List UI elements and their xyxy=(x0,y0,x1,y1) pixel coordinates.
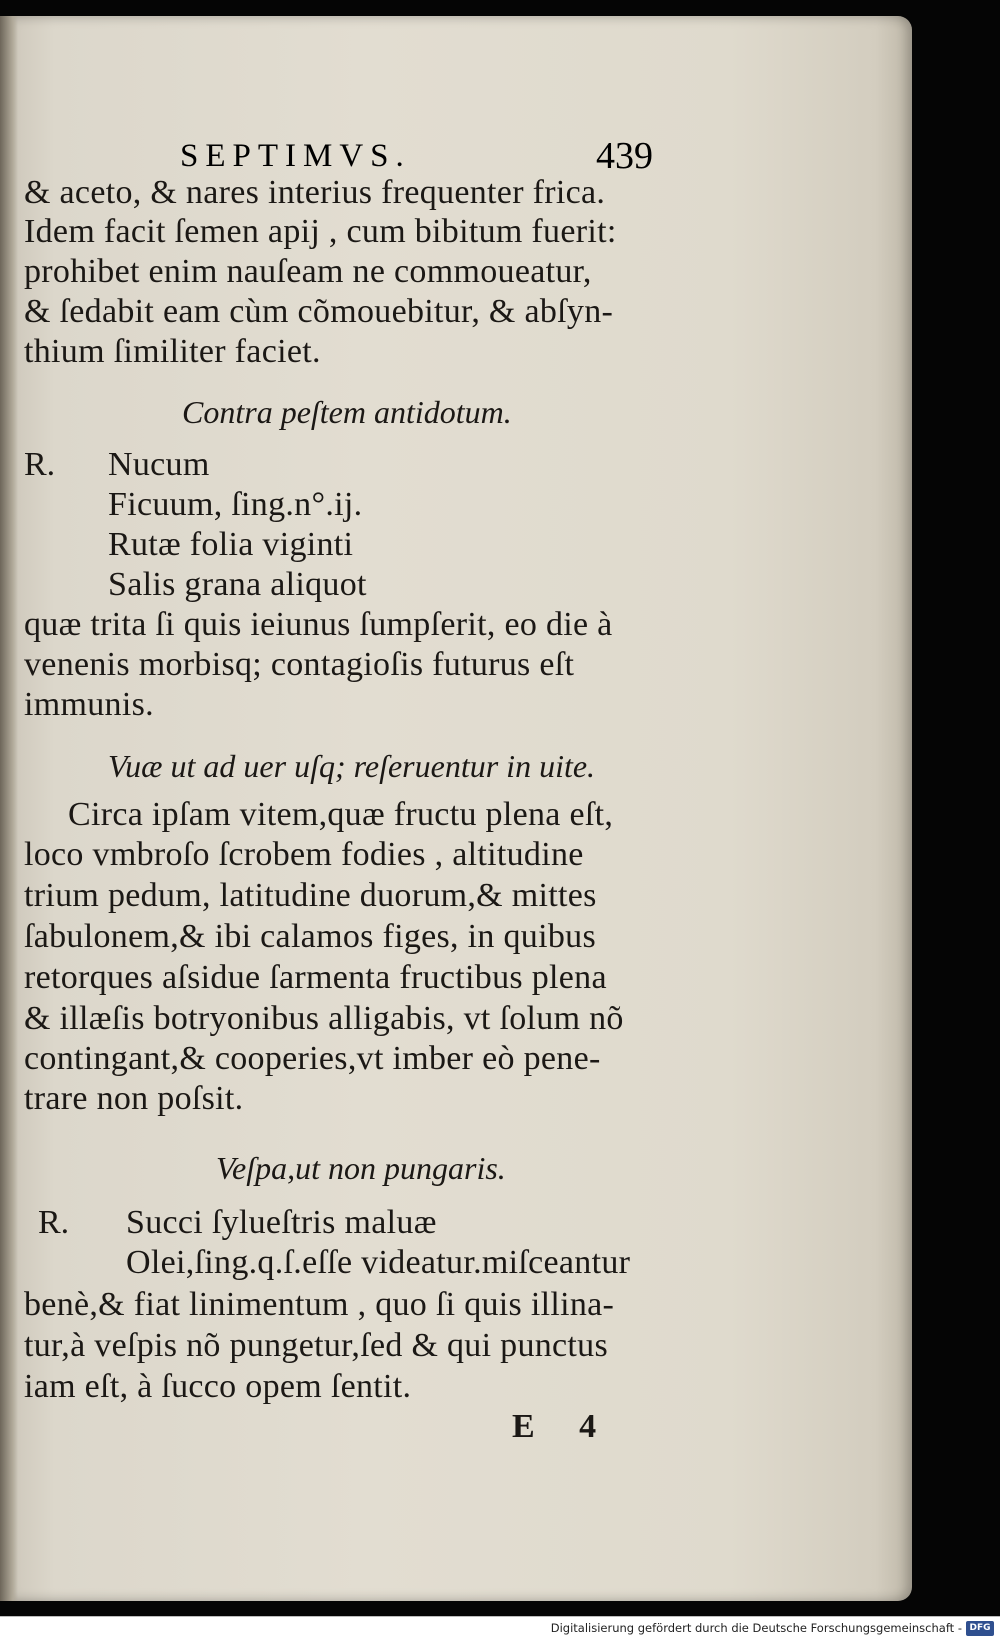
running-head-title: SEPTIMVS. xyxy=(180,138,411,174)
credit-text: Digitalisierung gefördert durch die Deutsche Forschungsgemeinschaft - xyxy=(550,1621,962,1635)
text-line: Idem facit ſemen apij , cum bibitum fuerit: xyxy=(24,213,617,250)
recipe-mark: R. xyxy=(38,1204,70,1241)
section-heading: Vuæ ut ad uer uſq; reſeruentur in uite. xyxy=(108,748,596,784)
section-heading: Veſpa,ut non pungaris. xyxy=(216,1150,506,1186)
text-line: trare non poſsit. xyxy=(24,1080,244,1117)
running-head xyxy=(156,135,676,178)
recipe-item: Rutæ folia viginti xyxy=(108,526,354,563)
recipe-mark: R. xyxy=(24,446,56,483)
text-line: Circa ipſam vitem,quæ fructu plena eſt, xyxy=(68,796,614,833)
dfg-logo: DFG xyxy=(966,1621,994,1636)
text-line: benè,& fiat linimentum , quo ſi quis illina- xyxy=(24,1286,615,1323)
text-line: quæ trita ſi quis ieiunus ſumpſerit, eo die à xyxy=(24,606,613,643)
text-line: contingant,& cooperies,vt imber eò pene- xyxy=(24,1040,601,1077)
page-gutter-shadow xyxy=(0,16,18,1601)
text-line: loco vmbroſo ſcrobem fodies , altitudine xyxy=(24,836,584,873)
recipe-item: Salis grana aliquot xyxy=(108,566,367,603)
credit-bar xyxy=(0,1616,1000,1641)
text-line: tur,à veſpis nõ pungetur,ſed & qui punctus xyxy=(24,1327,609,1364)
recipe-item: Ficuum, ſing.n°.ij. xyxy=(108,486,363,523)
section-heading: Contra peſtem antidotum. xyxy=(182,394,512,430)
text-line: prohibet enim nauſeam ne commoueatur, xyxy=(24,253,592,290)
text-line: iam eſt, à ſucco opem ſentit. xyxy=(24,1368,412,1405)
signature-mark: E 4 xyxy=(512,1408,615,1445)
text-line: Succi ſylueſtris maluæ xyxy=(126,1204,437,1241)
text-line: thium ſimiliter faciet. xyxy=(24,333,321,370)
text-line: & aceto, & nares interius frequenter frica. xyxy=(24,174,606,211)
text-line: immunis. xyxy=(24,686,154,723)
text-line: retorques aſsidue ſarmenta fructibus plena xyxy=(24,959,607,996)
text-line: venenis morbisq; contagioſis futurus eſt xyxy=(24,646,575,683)
text-line: & illæſis botryonibus alligabis, vt ſolum nõ xyxy=(24,1000,624,1037)
text-line: ſabulonem,& ibi calamos figes, in quibus xyxy=(24,918,596,955)
page-number: 439 xyxy=(596,135,653,177)
recipe-item: Nucum xyxy=(108,446,210,483)
text-line: & ſedabit eam cùm cõmouebitur, & abſyn- xyxy=(24,293,614,330)
text-line: Olei,ſing.q.ſ.eſſe videatur.miſceantur xyxy=(126,1244,631,1281)
text-line: trium pedum, latitudine duorum,& mittes xyxy=(24,877,597,914)
book-page xyxy=(0,16,912,1601)
